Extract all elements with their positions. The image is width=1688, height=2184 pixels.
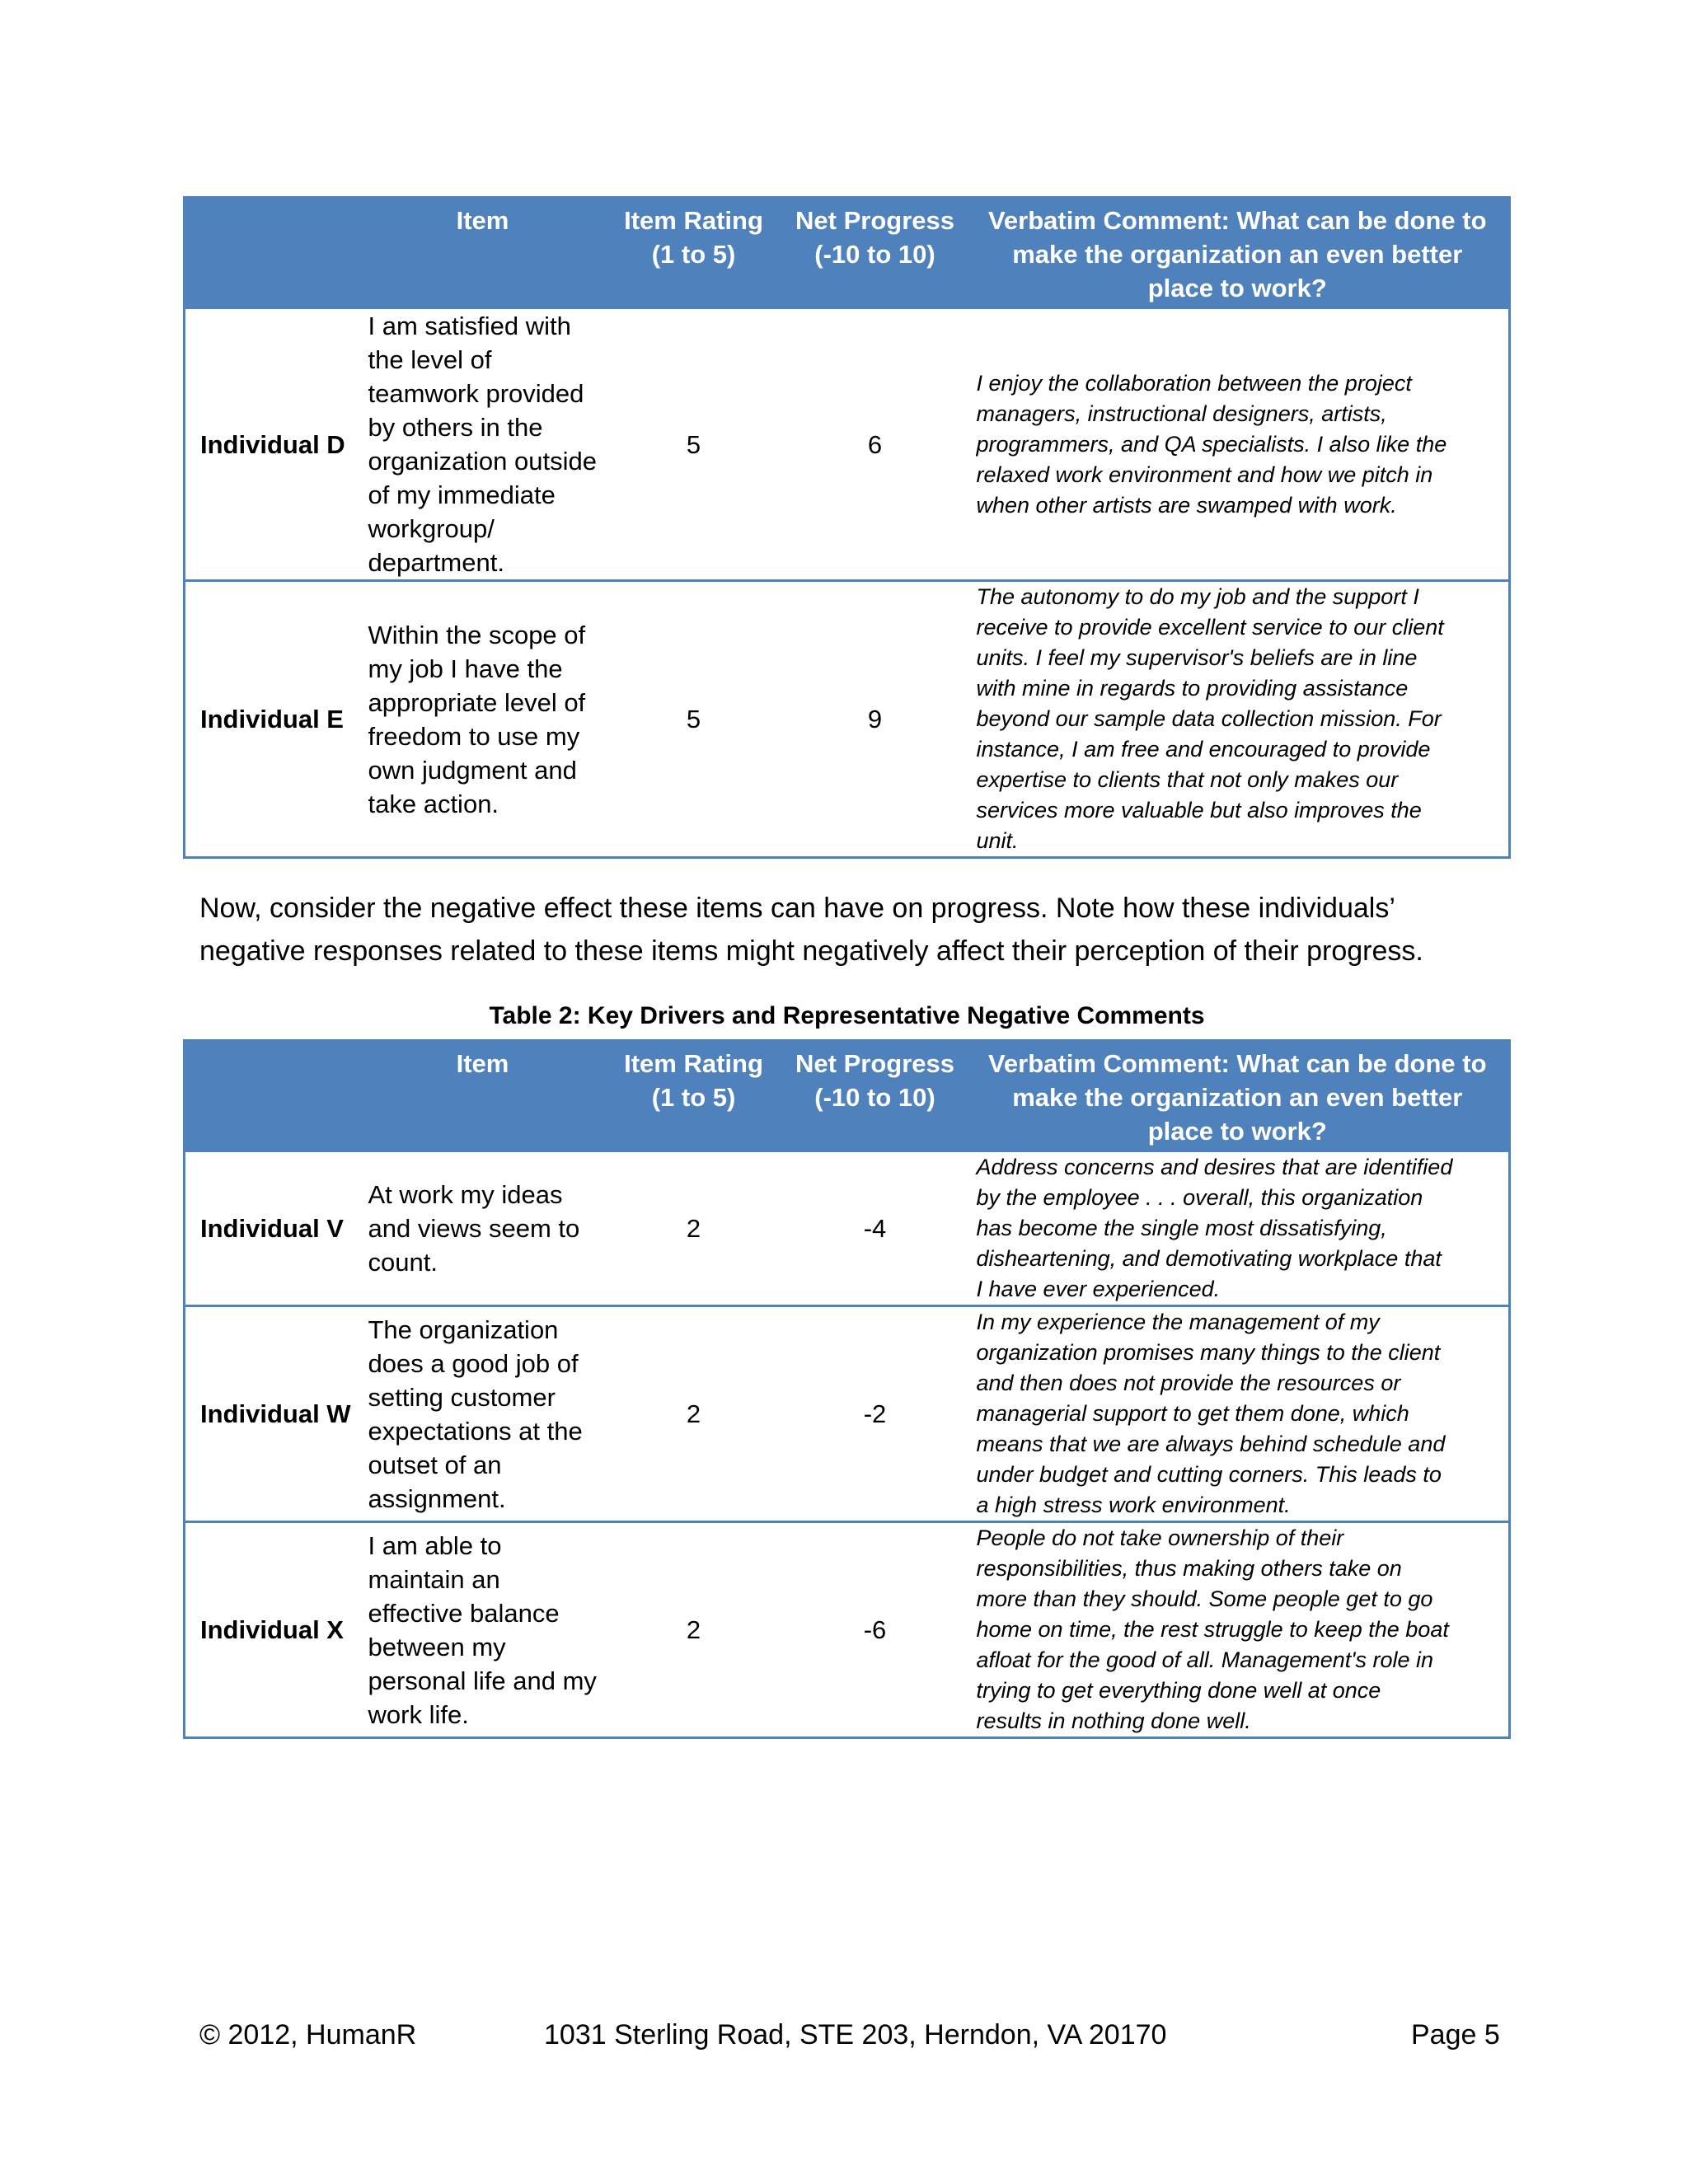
survey-item: [362, 581, 604, 858]
text-line: setting customer: [368, 1382, 556, 1412]
verbatim-comment: [967, 1306, 1510, 1522]
text-line: results in nothing done well.: [976, 1708, 1251, 1733]
text-line: count.: [368, 1248, 438, 1277]
individual-label: Individual D: [185, 308, 362, 581]
header-line: Verbatim Comment: What can be done to: [987, 206, 1487, 235]
text-line: afloat for the good of all. Management's role in: [976, 1647, 1433, 1672]
table-header-row: [185, 198, 1510, 308]
header-line: Verbatim Comment: What can be done to: [987, 1049, 1487, 1078]
paragraph-line: Now, consider the negative effect these items can have on progress. Note how these individuals’: [199, 893, 1395, 924]
text-line: freedom to use my: [368, 721, 580, 751]
text-line: personal life and my: [368, 1666, 597, 1695]
header-individual: [185, 198, 362, 308]
survey-item: [362, 1522, 604, 1738]
text-line: disheartening, and demotivating workplace that: [976, 1246, 1442, 1271]
text-line: units. I feel my supervisor's beliefs are in line: [976, 645, 1418, 670]
text-line: services more valuable but also improves the: [976, 798, 1422, 823]
text-line: outset of an: [368, 1450, 502, 1479]
item-rating: 2: [604, 1306, 784, 1522]
text-line: with mine in regards to providing assistance: [976, 676, 1409, 701]
header-item-rating: [604, 198, 784, 308]
text-line: teamwork provided: [368, 379, 584, 408]
text-line: a high stress work environment.: [976, 1493, 1291, 1517]
text-line: of my immediate: [368, 480, 556, 509]
header-line: Net Progress: [795, 1049, 954, 1078]
header-line: make the organization an even better: [1012, 1083, 1463, 1112]
header-line: (1 to 5): [651, 1083, 736, 1112]
text-line: has become the single most dissatisfying,: [976, 1216, 1387, 1240]
transition-paragraph: [199, 887, 1518, 972]
text-line: instance, I am free and encouraged to provide: [976, 737, 1431, 762]
text-line: under budget and cutting corners. This leads to: [976, 1462, 1442, 1487]
text-line: organization outside: [368, 447, 597, 476]
text-line: more than they should. Some people get to go: [976, 1586, 1433, 1611]
text-line: between my: [368, 1632, 506, 1661]
text-line: I am satisfied with: [368, 312, 571, 340]
text-line: does a good job of: [368, 1348, 579, 1378]
text-line: work life.: [368, 1699, 469, 1729]
text-line: means that we are always behind schedule and: [976, 1432, 1446, 1456]
net-progress: 9: [784, 581, 967, 858]
individual-label: Individual W: [185, 1306, 362, 1522]
text-line: and views seem to: [368, 1214, 580, 1243]
net-progress: -4: [784, 1151, 967, 1306]
text-line: I enjoy the collaboration between the project: [976, 370, 1412, 396]
text-line: beyond our sample data collection mission. For: [976, 706, 1442, 731]
individual-label: Individual E: [185, 581, 362, 858]
header-line: place to work?: [1147, 1117, 1327, 1146]
item-rating: 2: [604, 1151, 784, 1306]
text-line: by the employee . . . overall, this organization: [976, 1185, 1423, 1210]
text-line: department.: [368, 548, 504, 577]
text-line: receive to provide excellent service to our client: [976, 615, 1444, 640]
text-line: and then does not provide the resources or: [976, 1371, 1401, 1395]
header-line: Net Progress: [795, 206, 954, 235]
positive-drivers-table: [183, 196, 1511, 859]
text-line: assignment.: [368, 1483, 506, 1513]
text-line: programmers, and QA specialists. I also like the: [976, 431, 1447, 457]
text-line: effective balance: [368, 1598, 560, 1628]
table-header-row: [185, 1041, 1510, 1151]
verbatim-comment: [967, 581, 1510, 858]
text-line: managerial support to get them done, which: [976, 1401, 1409, 1426]
text-line: expertise to clients that not only makes our: [976, 767, 1399, 792]
item-rating: 2: [604, 1522, 784, 1738]
text-line: People do not take ownership of their: [976, 1526, 1344, 1550]
verbatim-comment: [967, 1151, 1510, 1306]
header-line: Item Rating: [624, 1049, 763, 1078]
survey-item: [362, 1151, 604, 1306]
header-net-progress: [784, 1041, 967, 1151]
text-line: appropriate level of: [368, 687, 586, 717]
text-line: The organization: [368, 1315, 559, 1344]
text-line: take action.: [368, 789, 499, 818]
text-line: my job I have the: [368, 654, 563, 683]
net-progress: -2: [784, 1306, 967, 1522]
header-line: (1 to 5): [651, 240, 736, 269]
text-line: maintain an: [368, 1564, 500, 1594]
negative-drivers-table: [183, 1039, 1511, 1739]
text-line: The autonomy to do my job and the support I: [976, 584, 1419, 609]
footer-address: 1031 Sterling Road, STE 203, Herndon, VA 20170: [544, 2019, 1167, 2050]
negative-rows: [185, 1151, 1510, 1738]
paragraph-line: negative responses related to these items might negatively affect their perception of their progress.: [199, 935, 1423, 967]
text-line: I have ever experienced.: [976, 1277, 1221, 1301]
text-line: workgroup/: [368, 514, 495, 543]
text-line: organization promises many things to the client: [976, 1340, 1441, 1365]
header-line: (-10 to 10): [814, 240, 935, 269]
header-item: Item: [362, 1041, 604, 1151]
survey-item: [362, 308, 604, 581]
text-line: Within the scope of: [368, 620, 586, 649]
positive-rows: [185, 308, 1510, 858]
item-rating: 5: [604, 581, 784, 858]
net-progress: -6: [784, 1522, 967, 1738]
header-item: Item: [362, 198, 604, 308]
text-line: when other artists are swamped with work.: [976, 492, 1397, 518]
header-individual: [185, 1041, 362, 1151]
header-verbatim-comment: [967, 1041, 1510, 1151]
individual-label: Individual V: [185, 1151, 362, 1306]
item-rating: 5: [604, 308, 784, 581]
text-line: Address concerns and desires that are identified: [976, 1155, 1453, 1179]
text-line: At work my ideas: [368, 1180, 563, 1209]
table-row: [185, 308, 1510, 581]
text-line: own judgment and: [368, 755, 577, 785]
table-row: [185, 1306, 1510, 1522]
text-line: by others in the: [368, 413, 543, 442]
text-line: relaxed work environment and how we pitch in: [976, 462, 1433, 487]
net-progress: 6: [784, 308, 967, 581]
text-line: expectations at the: [368, 1416, 583, 1446]
text-line: managers, instructional designers, artists,: [976, 401, 1387, 426]
text-line: In my experience the management of my: [976, 1310, 1380, 1334]
text-line: the level of: [368, 345, 492, 374]
individual-label: Individual X: [185, 1522, 362, 1738]
text-line: responsibilities, thus making others take on: [976, 1556, 1402, 1581]
table2-caption: Table 2: Key Drivers and Representative Negative Comments: [489, 1002, 1205, 1029]
verbatim-comment: [967, 1522, 1510, 1738]
footer-copyright: © 2012, HumanR: [199, 2019, 417, 2050]
table-row: [185, 581, 1510, 858]
header-line: Item Rating: [624, 206, 763, 235]
footer-page-number: Page 5: [1411, 2019, 1500, 2050]
header-verbatim-comment: [967, 198, 1510, 308]
survey-item: [362, 1306, 604, 1522]
text-line: home on time, the rest struggle to keep the boat: [976, 1617, 1449, 1642]
verbatim-comment: [967, 308, 1510, 581]
text-line: unit.: [976, 828, 1019, 853]
header-line: place to work?: [1147, 274, 1327, 302]
header-line: (-10 to 10): [814, 1083, 935, 1112]
header-item-rating: [604, 1041, 784, 1151]
header-line: make the organization an even better: [1012, 240, 1463, 269]
text-line: I am able to: [368, 1530, 502, 1560]
table-row: [185, 1522, 1510, 1738]
header-net-progress: [784, 198, 967, 308]
text-line: trying to get everything done well at once: [976, 1678, 1381, 1703]
table-row: [185, 1151, 1510, 1306]
